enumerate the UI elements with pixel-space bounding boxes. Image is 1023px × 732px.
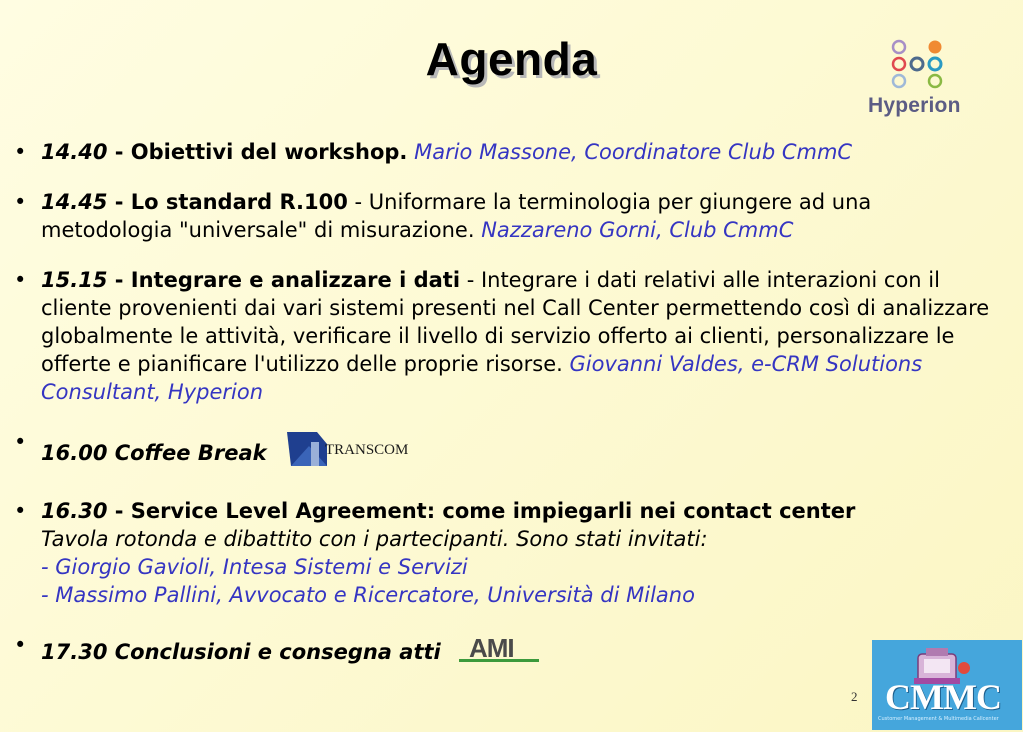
agenda-time: 15.15 (41, 268, 108, 292)
cmmc-logo (872, 640, 1022, 730)
transcom-logo (283, 428, 443, 475)
agenda-title: Obiettivi del workshop. (130, 140, 408, 164)
page-number: 2 (851, 689, 858, 704)
invitee-item: - Massimo Pallini, Avvocato e Ricercatore, Università di Milano (41, 583, 695, 607)
agenda-description: - Integrare i dati relativi alle interazioni con il cliente provenienti dai vari sistemi presenti nel Call Center permettendo così di analizzare globalmente le attività, verificare il livello di servizio offerto ai clienti, personalizzare le offerte e pianificare l'utilizzo delle proprie risorse. (41, 268, 990, 376)
ami-logo-icon (457, 631, 543, 667)
agenda-item-1 (14, 138, 1004, 166)
transcom-logo-icon (283, 428, 443, 468)
agenda-separator: - (107, 499, 131, 523)
hyperion-logo (866, 38, 978, 124)
ami-logo-text: AMI (468, 633, 514, 663)
agenda-time: 17.30 Conclusioni e consegna atti (41, 640, 441, 664)
agenda-item-3 (14, 266, 1004, 406)
ami-logo (457, 631, 543, 674)
agenda-separator: - (107, 140, 131, 164)
agenda-separator: - (107, 268, 131, 292)
agenda-title: Integrare e analizzare i dati (130, 268, 461, 292)
agenda-note: Tavola rotonda e dibattito con i partecipanti. Sono stati invitati: (41, 527, 708, 551)
agenda-speaker: Giovanni Valdes, e-CRM Solutions Consultant, Hyperion (41, 352, 923, 404)
agenda-time: 14.40 (41, 140, 108, 164)
agenda-separator: - (107, 190, 131, 214)
cmmc-logo-subtitle: Customer Management & Multimedia Callcenter (878, 716, 999, 722)
agenda-item-5 (14, 497, 1004, 609)
agenda-speaker: Mario Massone, Coordinatore Club CmmC (414, 140, 853, 164)
agenda-time: 14.45 (41, 190, 108, 214)
transcom-logo-text: TRANSCOM (324, 442, 408, 458)
agenda-time: 16.00 Coffee Break (41, 441, 267, 465)
hyperion-logo-text: Hyperion (868, 94, 961, 117)
agenda-title: Lo standard R.100 (130, 190, 348, 214)
hyperion-circles-icon (866, 38, 978, 94)
agenda-item-4 (14, 428, 1004, 475)
agenda-time: 16.30 (41, 499, 108, 523)
slide-title: Agenda (425, 33, 598, 85)
agenda-title: Service Level Agreement: come impiegarli nei contact center (130, 499, 856, 523)
agenda-list (14, 138, 1004, 696)
agenda-description: - Uniformare la terminologia per giungere ad una metodologia "universale" di misurazione. (41, 190, 872, 242)
agenda-item-2 (14, 188, 1004, 244)
agenda-speaker: Nazzareno Gorni, Club CmmC (481, 218, 794, 242)
invitee-item: - Giorgio Gavioli, Intesa Sistemi e Servizi (41, 555, 468, 579)
agenda-item-6 (14, 631, 1004, 674)
cmmc-logo-text: CMMC (885, 677, 1001, 717)
